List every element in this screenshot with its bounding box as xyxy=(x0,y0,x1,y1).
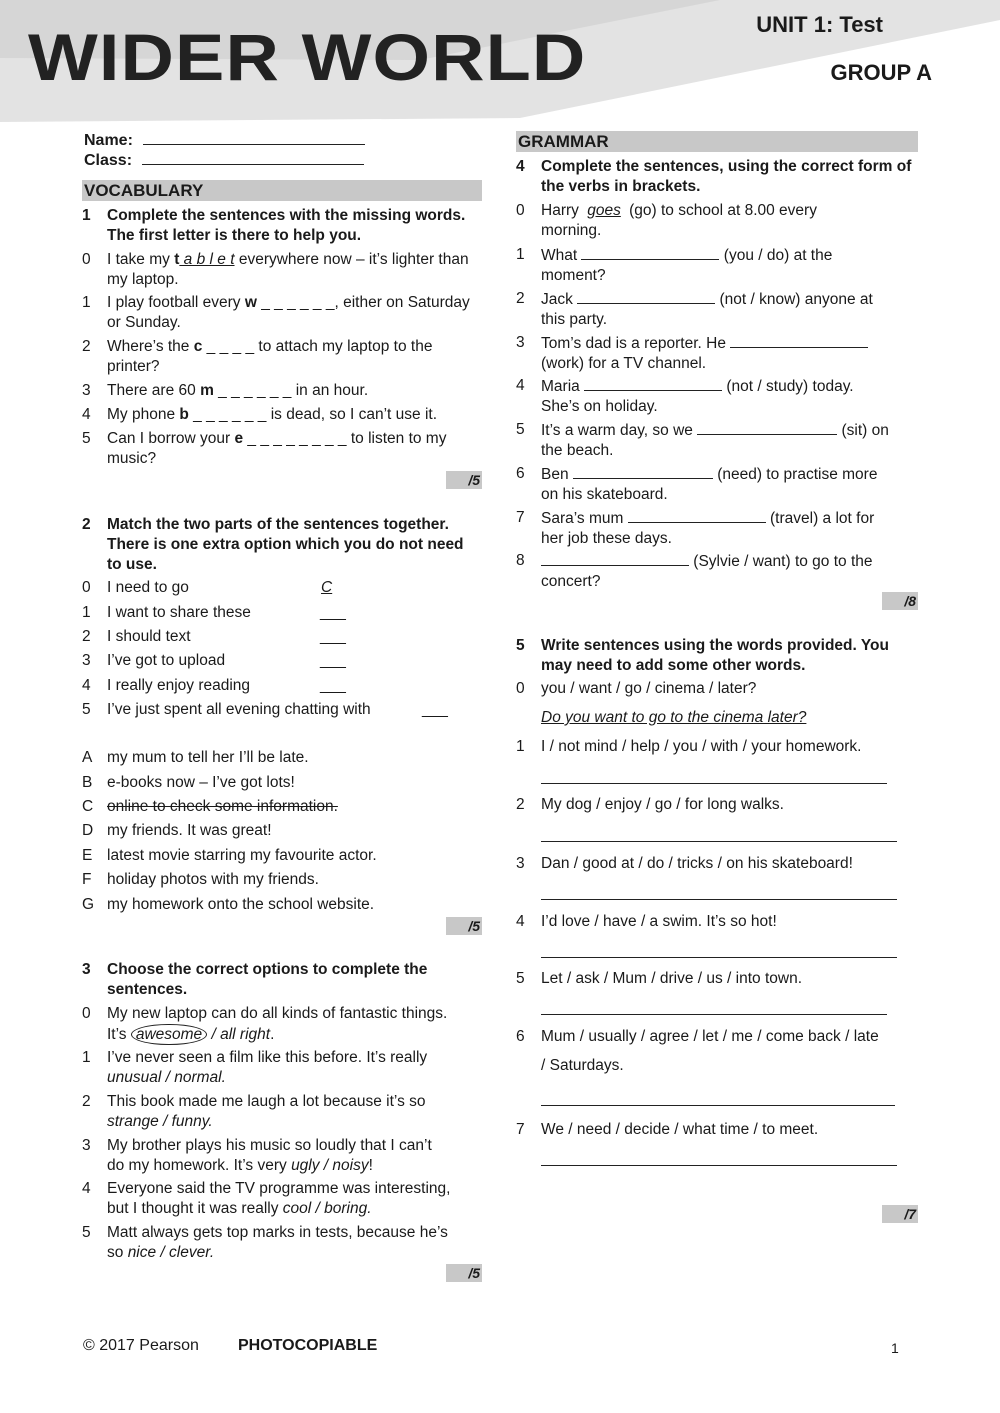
item-number: 2 xyxy=(516,290,525,307)
answer-blank[interactable] xyxy=(573,464,713,479)
item-line2 xyxy=(107,1112,487,1132)
item-line2: morning. xyxy=(541,221,602,239)
ex5-answer-line-6[interactable] xyxy=(541,1105,895,1106)
ex5-answer-line-3[interactable] xyxy=(541,899,897,900)
item-text xyxy=(107,1136,487,1175)
item-line2: this party. xyxy=(541,310,608,328)
item-post: . xyxy=(208,1112,213,1130)
item-line2 xyxy=(107,1068,487,1088)
item-text xyxy=(107,381,482,401)
first-letter: t xyxy=(174,251,180,268)
item-text xyxy=(107,337,482,376)
item-prompt: I’d love / have / a swim. It’s so hot! xyxy=(541,913,777,930)
item-number: 4 xyxy=(516,377,525,394)
item-after: (travel) a lot for xyxy=(765,510,875,527)
item-number: 5 xyxy=(516,970,525,987)
option-text: my mum to tell her I’ll be late. xyxy=(107,749,309,766)
item-pre: do my homework. It’s very xyxy=(107,1156,292,1174)
item-line2: moment? xyxy=(541,266,606,284)
option-1[interactable]: cool xyxy=(282,1199,312,1217)
option-text-used: online to check some information. xyxy=(107,798,338,815)
first-letter: m xyxy=(200,382,214,399)
item-text xyxy=(107,250,482,289)
option-2[interactable]: normal xyxy=(174,1068,222,1086)
item-number: 7 xyxy=(516,509,525,526)
item-number: 5 xyxy=(82,1224,91,1241)
item-text: I really enjoy reading xyxy=(107,677,251,694)
item-after: to attach my laptop to the printer? xyxy=(107,338,433,375)
item-number: 4 xyxy=(82,1180,91,1197)
option-2[interactable]: boring xyxy=(324,1199,368,1217)
option-sep: / xyxy=(319,1156,333,1174)
item-line2 xyxy=(107,1156,487,1176)
item-pre: but I thought it was really xyxy=(107,1199,283,1217)
item-line1: Everyone said the TV programme was interesting, xyxy=(107,1180,451,1197)
item-number: 2 xyxy=(516,796,525,813)
item-text xyxy=(541,420,921,460)
item-before: I take my xyxy=(107,251,175,268)
name-field[interactable] xyxy=(84,130,365,150)
ex4-score: /8 xyxy=(882,592,918,610)
item-after: (not / know) anyone at xyxy=(715,291,873,308)
ex2-instruction-text: Match the two parts of the sentences together. There is one extra option which you do not need to use. xyxy=(107,516,464,573)
answer-blank[interactable] xyxy=(730,333,868,348)
option-2[interactable]: all right xyxy=(220,1025,271,1043)
option-sep: / xyxy=(207,1025,221,1043)
item-number: 5 xyxy=(516,421,525,438)
answer-blank[interactable] xyxy=(581,245,719,260)
ex2-number: 2 xyxy=(82,516,91,533)
item-prompt: I / not mind / help / you / with / your homework. xyxy=(541,738,862,755)
item-line1 xyxy=(541,289,921,310)
item-after: (sit) on xyxy=(837,422,889,439)
item-after: in an hour. xyxy=(291,382,369,399)
item-line1 xyxy=(541,464,921,485)
item-line1: My new laptop can do all kinds of fantastic things. xyxy=(107,1005,448,1022)
item-number: 1 xyxy=(82,1049,91,1066)
ex2-instruction xyxy=(82,515,482,575)
item-line2 xyxy=(107,1024,487,1046)
ex5-score: /7 xyxy=(882,1205,918,1223)
item-number: 0 xyxy=(516,202,525,219)
prompt-line2: / Saturdays. xyxy=(541,1057,624,1074)
item-line2 xyxy=(107,1199,487,1219)
option-letter: C xyxy=(82,798,94,815)
item-text xyxy=(541,508,921,548)
option-text: latest movie starring my favourite actor. xyxy=(107,847,377,864)
ex3-instruction-text: Choose the correct options to complete the sentences. xyxy=(107,961,428,998)
answer-blank[interactable] xyxy=(584,376,722,391)
option-2[interactable]: noisy xyxy=(332,1156,369,1174)
item-number: 0 xyxy=(82,1005,91,1022)
ex4-instruction-text: Complete the sentences, using the correct form of the verbs in brackets. xyxy=(541,158,912,195)
option-circled[interactable]: awesome xyxy=(131,1024,207,1046)
option-2[interactable]: funny xyxy=(171,1112,209,1130)
item-line1: I’ve never seen a film like this before. It’s really xyxy=(107,1049,428,1066)
option-1[interactable]: ugly xyxy=(291,1156,320,1174)
class-line[interactable] xyxy=(142,150,364,165)
match-answer-blank[interactable]: ___ xyxy=(320,652,346,669)
option-1[interactable]: strange xyxy=(107,1112,159,1130)
item-text xyxy=(107,1048,487,1087)
item-prompt: We / need / decide / what time / to meet. xyxy=(541,1121,819,1138)
item-line1: Matt always gets top marks in tests, because he’s xyxy=(107,1224,448,1241)
item-number: 0 xyxy=(516,680,525,697)
ex3-score: /5 xyxy=(446,1264,482,1282)
item-number: 0 xyxy=(82,251,91,268)
name-line[interactable] xyxy=(143,130,365,145)
item-number: 1 xyxy=(516,246,525,263)
item-line1 xyxy=(541,551,921,572)
item-after: is dead, so I can’t use it. xyxy=(266,406,438,423)
item-number: 4 xyxy=(82,677,91,694)
item-number: 3 xyxy=(516,334,525,351)
ex5-answer-line-1[interactable] xyxy=(541,783,887,784)
option-letter: G xyxy=(82,896,95,913)
item-post: . xyxy=(221,1068,226,1086)
ex4-instruction xyxy=(516,157,920,197)
item-text: I need to go xyxy=(107,579,189,596)
item-line2: concert? xyxy=(541,572,601,590)
item-number: 2 xyxy=(82,338,91,355)
item-text xyxy=(541,376,921,416)
option-text: my friends. It was great! xyxy=(107,822,272,839)
item-post: ! xyxy=(368,1156,373,1174)
answer-blank[interactable] xyxy=(541,551,689,566)
ex5-answer-line-2[interactable] xyxy=(541,841,897,842)
option-text: holiday photos with my friends. xyxy=(107,871,319,888)
item-line2: on his skateboard. xyxy=(541,485,668,503)
item-number: 0 xyxy=(82,579,91,596)
item-text xyxy=(541,201,921,240)
logo-text: WIDER WORLD xyxy=(28,20,587,94)
copyright: © 2017 Pearson xyxy=(83,1337,199,1354)
photocopiable-label: PHOTOCOPIABLE xyxy=(238,1337,378,1354)
item-before: What xyxy=(541,247,582,264)
name-label: Name: xyxy=(84,132,133,149)
item-after: (Sylvie / want) to go to the xyxy=(689,553,873,570)
item-before: Sara’s mum xyxy=(541,510,628,527)
item-after: (not / study) today. xyxy=(722,378,854,395)
item-before: Jack xyxy=(541,291,578,308)
item-prompt: My dog / enjoy / go / for long walks. xyxy=(541,796,784,813)
item-before: It’s a warm day, so we xyxy=(541,422,698,439)
option-text: my homework onto the school website. xyxy=(107,896,375,913)
item-pre: so xyxy=(107,1243,128,1261)
letter-gap[interactable]: _ _ _ _ xyxy=(202,338,255,355)
option-letter: D xyxy=(82,822,94,839)
prompt-line1: Mum / usually / agree / let / me / come back / late xyxy=(541,1028,879,1045)
item-line1 xyxy=(541,201,921,221)
ex5-answer-line-7[interactable] xyxy=(541,1165,897,1166)
answer-blank[interactable] xyxy=(577,289,715,304)
item-text xyxy=(107,1223,487,1262)
item-text xyxy=(541,551,921,591)
item-text xyxy=(107,1004,487,1045)
item-post: . xyxy=(270,1025,275,1043)
item-line2: She’s on holiday. xyxy=(541,397,658,415)
item-prompt: you / want / go / cinema / later? xyxy=(541,680,757,697)
item-number: 1 xyxy=(516,738,525,755)
letter-gap[interactable]: _ _ _ _ _ _ xyxy=(213,382,292,399)
item-before: Harry xyxy=(541,202,584,219)
group-title: GROUP A xyxy=(830,60,932,85)
item-text xyxy=(541,289,921,329)
ex1-instruction-text: Complete the sentences with the missing words. The first letter is there to help you. xyxy=(107,207,466,244)
option-text: e-books now – I’ve got lots! xyxy=(107,774,295,791)
ex1-score: /5 xyxy=(446,471,482,489)
item-after: to listen to my music? xyxy=(107,430,447,467)
item-before: Ben xyxy=(541,466,573,483)
option-1[interactable]: unusual xyxy=(107,1068,162,1086)
class-field[interactable] xyxy=(84,150,364,170)
match-answer-blank[interactable]: ___ xyxy=(320,628,346,645)
ex5-answer-line-5[interactable] xyxy=(541,1014,887,1015)
letter-gap[interactable]: _ _ _ _ _ _ _ _ xyxy=(243,430,347,447)
ex1-instruction xyxy=(82,206,482,246)
match-answer-blank[interactable]: ___ xyxy=(320,604,346,621)
option-letter: E xyxy=(82,847,93,864)
item-pre: It’s xyxy=(107,1025,131,1043)
option-letter: B xyxy=(82,774,93,791)
option-sep: / xyxy=(158,1112,172,1130)
item-number: 3 xyxy=(516,855,525,872)
example-answer: Do you want to go to the cinema later? xyxy=(541,709,807,726)
item-number: 6 xyxy=(516,1028,525,1045)
item-text xyxy=(541,464,921,504)
first-letter: c xyxy=(193,338,203,355)
match-answer-blank[interactable]: ___ xyxy=(320,677,346,694)
item-before: My phone xyxy=(107,406,180,423)
letter-gap[interactable]: _ _ _ _ _ _ xyxy=(188,406,267,423)
item-line1 xyxy=(541,245,921,266)
first-letter: w xyxy=(244,294,257,311)
item-number: 1 xyxy=(82,604,91,621)
option-letter: F xyxy=(82,871,92,888)
item-number: 6 xyxy=(516,465,525,482)
first-letter: e xyxy=(234,430,244,447)
item-line1 xyxy=(541,420,921,441)
item-number: 3 xyxy=(82,652,91,669)
item-number: 1 xyxy=(82,294,91,311)
ex3-number: 3 xyxy=(82,961,91,978)
item-text xyxy=(107,429,482,468)
item-before: Where’s the xyxy=(107,338,194,355)
ex5-number: 5 xyxy=(516,637,525,654)
item-line2 xyxy=(107,1243,487,1263)
item-line1: My brother plays his music so loudly that I can’t xyxy=(107,1137,432,1154)
item-before: There are 60 xyxy=(107,382,201,399)
item-text xyxy=(107,1179,487,1218)
example-answer: a b l e t xyxy=(179,251,235,268)
unit-title: UNIT 1: Test xyxy=(756,12,883,37)
ex4-number: 4 xyxy=(516,158,525,175)
item-text: I want to share these xyxy=(107,604,251,621)
item-number: 3 xyxy=(82,1137,91,1154)
option-letter: A xyxy=(82,749,93,766)
letter-gap[interactable]: _ _ _ _ _ _ xyxy=(256,294,335,311)
example-answer: goes xyxy=(587,202,621,219)
item-number: 4 xyxy=(516,913,525,930)
item-line1: This book made me laugh a lot because it’s so xyxy=(107,1093,426,1110)
item-before: Can I borrow your xyxy=(107,430,235,447)
item-text xyxy=(541,245,921,285)
item-text: I’ve just spent all evening chatting with xyxy=(107,701,371,718)
match-answer-blank[interactable]: ___ xyxy=(422,701,448,718)
option-2[interactable]: clever xyxy=(169,1243,210,1261)
class-label: Class: xyxy=(84,152,133,169)
item-number: 3 xyxy=(82,382,91,399)
item-number: 5 xyxy=(82,430,91,447)
option-sep: / xyxy=(161,1068,175,1086)
item-after: , either on Saturday or Sunday. xyxy=(107,294,470,331)
item-line1 xyxy=(541,333,921,354)
option-sep: / xyxy=(156,1243,170,1261)
item-number: 8 xyxy=(516,552,525,569)
item-number: 7 xyxy=(516,1121,525,1138)
item-before: Tom’s dad is a reporter. He xyxy=(541,335,731,352)
item-text: I’ve got to upload xyxy=(107,652,226,669)
item-prompt: Let / ask / Mum / drive / us / into town. xyxy=(541,970,803,987)
answer-blank[interactable] xyxy=(697,420,837,435)
item-line2: (work) for a TV channel. xyxy=(541,354,707,372)
item-line1 xyxy=(541,508,921,529)
answer-blank[interactable] xyxy=(628,508,766,523)
ex2-score: /5 xyxy=(446,917,482,935)
item-prompt: Dan / good at / do / tricks / on his skateboard! xyxy=(541,855,853,872)
item-prompt xyxy=(541,1027,921,1047)
item-text: I should text xyxy=(107,628,191,645)
ex5-answer-line-4[interactable] xyxy=(541,957,897,958)
item-line2: the beach. xyxy=(541,441,614,459)
grammar-heading: GRAMMAR xyxy=(516,131,918,152)
page-number: 1 xyxy=(891,1340,899,1356)
item-after: (you / do) at the xyxy=(719,247,833,264)
item-line1 xyxy=(541,376,921,397)
ex5-instruction xyxy=(516,636,920,676)
item-after: (need) to practise more xyxy=(712,466,878,483)
item-before: I play football every xyxy=(107,294,245,311)
item-before: Maria xyxy=(541,378,585,395)
item-after: (go) to school at 8.00 every xyxy=(624,202,817,219)
vocabulary-heading: VOCABULARY xyxy=(82,180,482,201)
item-number: 5 xyxy=(82,701,91,718)
ex5-instruction-text: Write sentences using the words provided. You may need to add some other words. xyxy=(541,637,889,674)
item-text xyxy=(107,1092,487,1131)
item-post: . xyxy=(367,1199,372,1217)
item-post: . xyxy=(209,1243,215,1261)
ex3-instruction xyxy=(82,960,482,1000)
item-number: 4 xyxy=(82,406,91,423)
first-letter: b xyxy=(179,406,189,423)
item-text xyxy=(107,293,482,332)
item-number: 2 xyxy=(82,628,91,645)
item-number: 2 xyxy=(82,1093,91,1110)
logo xyxy=(28,20,587,94)
example-answer: C xyxy=(321,579,333,596)
item-text xyxy=(541,333,921,373)
item-after: everywhere now – it’s lighter than my laptop. xyxy=(107,251,469,288)
ex1-number: 1 xyxy=(82,207,91,224)
option-sep: / xyxy=(311,1199,325,1217)
item-line2: her job these days. xyxy=(541,529,672,547)
item-text xyxy=(107,405,482,425)
option-1[interactable]: nice xyxy=(127,1243,157,1261)
